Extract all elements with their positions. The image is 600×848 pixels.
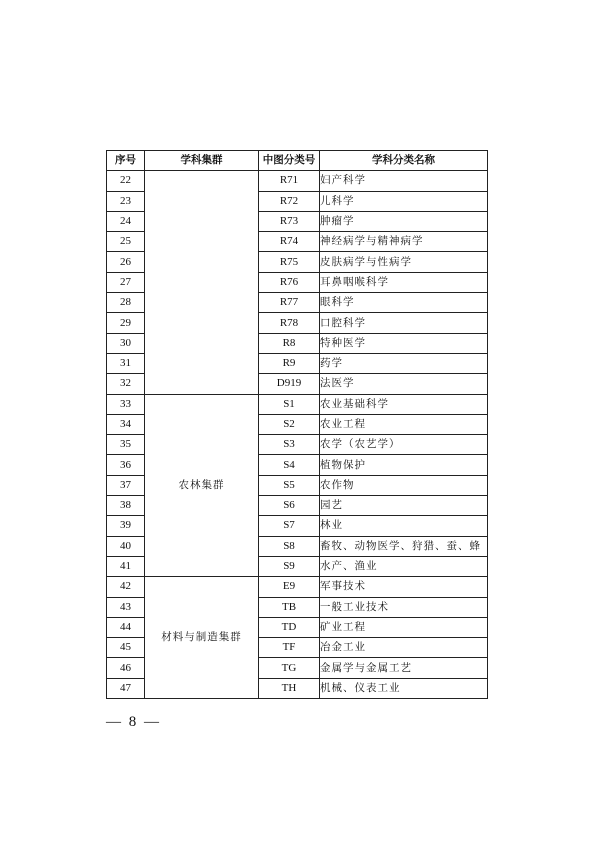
row-discipline-name: 畜牧、动物医学、狩猎、蚕、蜂 <box>320 536 488 556</box>
row-seq: 46 <box>107 658 145 678</box>
row-seq: 38 <box>107 496 145 516</box>
row-seq: 33 <box>107 394 145 414</box>
table-row <box>107 577 488 597</box>
row-discipline-name: 农业基础科学 <box>320 394 488 414</box>
cluster-cell <box>145 171 259 394</box>
row-clc-code: R78 <box>259 313 320 333</box>
row-discipline-name: 儿科学 <box>320 191 488 211</box>
row-clc-code: S3 <box>259 435 320 455</box>
row-seq: 31 <box>107 353 145 373</box>
row-discipline-name: 农业工程 <box>320 414 488 434</box>
table-header-row <box>107 151 488 171</box>
row-clc-code: S4 <box>259 455 320 475</box>
row-seq: 29 <box>107 313 145 333</box>
row-seq: 39 <box>107 516 145 536</box>
row-discipline-name: 肿瘤学 <box>320 211 488 231</box>
row-seq: 42 <box>107 577 145 597</box>
row-clc-code: TB <box>259 597 320 617</box>
row-seq: 30 <box>107 333 145 353</box>
row-discipline-name: 林业 <box>320 516 488 536</box>
discipline-classification-table <box>106 150 488 699</box>
row-discipline-name: 神经病学与精神病学 <box>320 232 488 252</box>
row-clc-code: R8 <box>259 333 320 353</box>
row-discipline-name: 军事技术 <box>320 577 488 597</box>
row-seq: 44 <box>107 617 145 637</box>
row-seq: 22 <box>107 171 145 191</box>
row-discipline-name: 农作物 <box>320 475 488 495</box>
row-seq: 26 <box>107 252 145 272</box>
row-clc-code: S9 <box>259 556 320 576</box>
row-seq: 37 <box>107 475 145 495</box>
row-discipline-name: 特种医学 <box>320 333 488 353</box>
row-clc-code: R9 <box>259 353 320 373</box>
row-seq: 35 <box>107 435 145 455</box>
row-discipline-name: 水产、渔业 <box>320 556 488 576</box>
table-row <box>107 171 488 191</box>
row-discipline-name: 机械、仪表工业 <box>320 678 488 698</box>
row-clc-code: TH <box>259 678 320 698</box>
row-clc-code: R77 <box>259 293 320 313</box>
header-cluster: 学科集群 <box>145 151 259 171</box>
row-clc-code: R72 <box>259 191 320 211</box>
row-discipline-name: 口腔科学 <box>320 313 488 333</box>
header-seq: 序号 <box>107 151 145 171</box>
row-seq: 34 <box>107 414 145 434</box>
row-discipline-name: 眼科学 <box>320 293 488 313</box>
cluster-cell: 农林集群 <box>145 394 259 577</box>
row-clc-code: R71 <box>259 171 320 191</box>
row-discipline-name: 矿业工程 <box>320 617 488 637</box>
row-seq: 43 <box>107 597 145 617</box>
row-seq: 45 <box>107 638 145 658</box>
row-clc-code: TD <box>259 617 320 637</box>
row-seq: 28 <box>107 293 145 313</box>
row-discipline-name: 园艺 <box>320 496 488 516</box>
row-clc-code: R76 <box>259 272 320 292</box>
row-discipline-name: 药学 <box>320 353 488 373</box>
row-clc-code: S6 <box>259 496 320 516</box>
row-clc-code: S2 <box>259 414 320 434</box>
row-discipline-name: 植物保护 <box>320 455 488 475</box>
row-seq: 23 <box>107 191 145 211</box>
row-discipline-name: 金属学与金属工艺 <box>320 658 488 678</box>
row-discipline-name: 皮肤病学与性病学 <box>320 252 488 272</box>
row-seq: 47 <box>107 678 145 698</box>
row-seq: 32 <box>107 374 145 394</box>
row-seq: 27 <box>107 272 145 292</box>
header-clc-code: 中图分类号 <box>259 151 320 171</box>
row-clc-code: S8 <box>259 536 320 556</box>
row-discipline-name: 耳鼻咽喉科学 <box>320 272 488 292</box>
row-clc-code: D919 <box>259 374 320 394</box>
row-clc-code: E9 <box>259 577 320 597</box>
row-clc-code: R74 <box>259 232 320 252</box>
table-row <box>107 394 488 414</box>
row-discipline-name: 妇产科学 <box>320 171 488 191</box>
page-number: — 8 — <box>106 714 161 730</box>
row-clc-code: TF <box>259 638 320 658</box>
row-seq: 36 <box>107 455 145 475</box>
row-discipline-name: 冶金工业 <box>320 638 488 658</box>
row-seq: 24 <box>107 211 145 231</box>
row-clc-code: S1 <box>259 394 320 414</box>
table-body <box>107 171 488 699</box>
row-clc-code: R73 <box>259 211 320 231</box>
row-seq: 41 <box>107 556 145 576</box>
row-discipline-name: 法医学 <box>320 374 488 394</box>
row-clc-code: S5 <box>259 475 320 495</box>
row-discipline-name: 一般工业技术 <box>320 597 488 617</box>
row-seq: 40 <box>107 536 145 556</box>
row-clc-code: S7 <box>259 516 320 536</box>
cluster-cell: 材料与制造集群 <box>145 577 259 699</box>
row-clc-code: R75 <box>259 252 320 272</box>
row-seq: 25 <box>107 232 145 252</box>
row-discipline-name: 农学（农艺学） <box>320 435 488 455</box>
row-clc-code: TG <box>259 658 320 678</box>
header-discipline-name: 学科分类名称 <box>320 151 488 171</box>
